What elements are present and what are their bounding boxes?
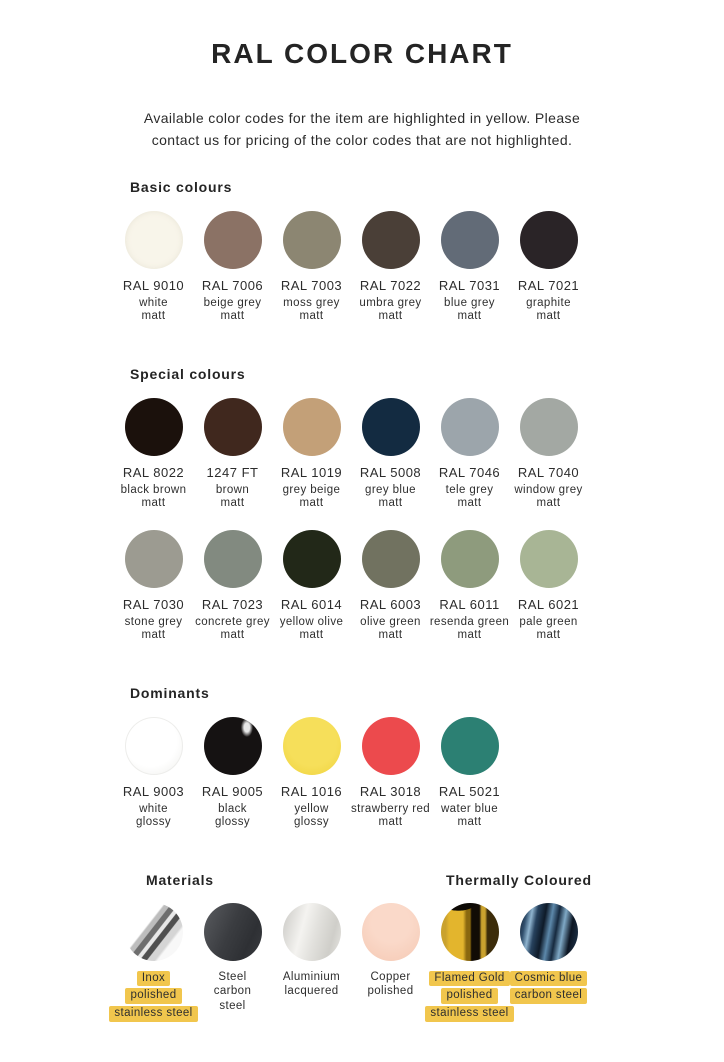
- swatch-finish: matt: [378, 310, 403, 322]
- color-swatch: [114, 211, 193, 323]
- swatch-name: umbra grey: [359, 297, 422, 309]
- swatch-code: RAL 3018: [359, 784, 422, 799]
- color-swatch-circle: [362, 530, 420, 588]
- color-swatch-circle: [362, 211, 420, 269]
- color-swatch-circle: [125, 211, 183, 269]
- special-colours-row-2: [114, 530, 724, 642]
- swatch-finish: matt: [299, 310, 324, 322]
- swatch-code: RAL 7040: [517, 465, 580, 480]
- section-heading-dominants: Dominants: [130, 685, 210, 701]
- material-detail-line-1: carbon: [213, 985, 252, 997]
- swatch-code: RAL 6014: [280, 597, 343, 612]
- swatch-finish: matt: [457, 497, 482, 509]
- swatch-finish: matt: [141, 497, 166, 509]
- color-swatch: [351, 717, 430, 829]
- swatch-code: RAL 7030: [122, 597, 185, 612]
- subtitle-line-1: Available color codes for the item are highlighted in yellow. Please: [143, 110, 581, 126]
- color-swatch-circle: [204, 211, 262, 269]
- color-swatch: [509, 398, 588, 510]
- material-swatch: [272, 903, 351, 1022]
- material-detail-line-2: stainless steel: [425, 1006, 513, 1022]
- color-swatch: [509, 211, 588, 323]
- color-swatch-circle: [125, 398, 183, 456]
- swatch-finish: matt: [536, 629, 561, 641]
- section-heading-special-colours: Special colours: [130, 366, 246, 382]
- swatch-code: RAL 9005: [201, 784, 264, 799]
- color-swatch-circle: [125, 717, 183, 775]
- swatch-name: grey blue: [365, 484, 416, 496]
- material-detail-line-1: polished: [441, 988, 497, 1004]
- swatch-finish: matt: [141, 629, 166, 641]
- subtitle-line-2: contact us for pricing of the color codes that are not highlighted.: [151, 132, 573, 148]
- swatch-code: RAL 7022: [359, 278, 422, 293]
- swatch-name: stone grey: [124, 616, 183, 628]
- color-swatch-circle: [283, 211, 341, 269]
- swatch-finish: matt: [457, 816, 482, 828]
- color-swatch-circle: [520, 398, 578, 456]
- material-swatch: [193, 903, 272, 1022]
- section-heading-thermally-coloured: Thermally Coloured: [446, 872, 592, 888]
- ral-color-chart-page: [0, 38, 724, 1062]
- swatch-name: white: [139, 297, 168, 309]
- color-swatch-circle: [362, 717, 420, 775]
- material-name: Steel: [218, 971, 247, 983]
- material-detail-line-1: carbon steel: [510, 988, 587, 1004]
- swatch-name: resenda green: [429, 616, 510, 628]
- color-swatch: [193, 211, 272, 323]
- color-swatch-circle: [441, 211, 499, 269]
- color-swatch-circle: [362, 398, 420, 456]
- material-swatch-circle: [441, 903, 499, 961]
- color-swatch-circle: [204, 398, 262, 456]
- material-name: Aluminium: [282, 971, 341, 983]
- color-swatch-circle: [520, 530, 578, 588]
- swatch-name: black: [218, 803, 247, 815]
- swatch-finish: matt: [536, 497, 561, 509]
- swatch-name: blue grey: [444, 297, 495, 309]
- page-title: RAL COLOR CHART: [211, 38, 513, 69]
- swatch-finish: glossy: [136, 816, 171, 828]
- special-colours-row-1: [114, 398, 724, 510]
- swatch-name: pale green: [519, 616, 578, 628]
- swatch-finish: glossy: [294, 816, 329, 828]
- material-swatch: [430, 903, 509, 1022]
- color-swatch-circle: [520, 211, 578, 269]
- swatch-code: RAL 7021: [517, 278, 580, 293]
- color-swatch: [114, 717, 193, 829]
- swatch-code: RAL 1016: [280, 784, 343, 799]
- swatch-finish: matt: [220, 497, 245, 509]
- color-swatch: [114, 398, 193, 510]
- swatch-code: RAL 7046: [438, 465, 501, 480]
- material-detail-line-2: steel: [219, 1000, 246, 1012]
- swatch-code: RAL 9003: [122, 784, 185, 799]
- swatch-finish: matt: [299, 629, 324, 641]
- material-name: Copper: [370, 971, 411, 983]
- swatch-name: window grey: [514, 484, 583, 496]
- color-swatch-circle: [441, 717, 499, 775]
- swatch-name: black brown: [120, 484, 187, 496]
- color-swatch: [509, 530, 588, 642]
- subtitle: [82, 107, 642, 151]
- color-swatch: [272, 717, 351, 829]
- swatch-name: white: [139, 803, 168, 815]
- material-swatch-circle: [125, 903, 183, 961]
- materials-heading-row: [114, 872, 724, 887]
- material-detail-line-2: stainless steel: [109, 1006, 197, 1022]
- color-swatch: [193, 717, 272, 829]
- swatch-finish: matt: [457, 310, 482, 322]
- dominants-row: [114, 717, 724, 829]
- swatch-code: RAL 7006: [201, 278, 264, 293]
- color-swatch: [430, 211, 509, 323]
- color-swatch: [272, 530, 351, 642]
- swatch-code: RAL 6021: [517, 597, 580, 612]
- swatch-code: RAL 1019: [280, 465, 343, 480]
- swatch-finish: matt: [220, 629, 245, 641]
- swatch-code: RAL 7003: [280, 278, 343, 293]
- basic-colours-row: [114, 211, 724, 323]
- swatch-finish: glossy: [215, 816, 250, 828]
- material-swatch-circle: [520, 903, 578, 961]
- section-heading-basic-colours: Basic colours: [130, 179, 233, 195]
- material-name: Cosmic blue: [510, 971, 588, 986]
- color-swatch: [114, 530, 193, 642]
- swatch-name: olive green: [360, 616, 421, 628]
- color-swatch-circle: [283, 398, 341, 456]
- swatch-code: RAL 5008: [359, 465, 422, 480]
- chart-content: [0, 179, 724, 1022]
- swatch-code: RAL 8022: [122, 465, 185, 480]
- color-swatch-circle: [283, 717, 341, 775]
- material-detail-line-1: lacquered: [284, 985, 339, 997]
- swatch-name: concrete grey: [195, 616, 270, 628]
- swatch-name: yellow: [294, 803, 329, 815]
- material-detail-line-1: polished: [367, 985, 414, 997]
- swatch-name: brown: [215, 484, 250, 496]
- material-detail-line-1: polished: [125, 988, 181, 1004]
- color-swatch: [351, 530, 430, 642]
- material-swatch-circle: [283, 903, 341, 961]
- swatch-name: graphite: [526, 297, 571, 309]
- swatch-finish: matt: [457, 629, 482, 641]
- swatch-name: water blue: [440, 803, 499, 815]
- material-name: Inox: [137, 971, 170, 986]
- swatch-code: 1247 FT: [206, 465, 259, 480]
- swatch-name: strawberry red: [350, 803, 431, 815]
- color-swatch-circle: [441, 530, 499, 588]
- material-swatch-circle: [204, 903, 262, 961]
- swatch-code: RAL 5021: [438, 784, 501, 799]
- swatch-finish: matt: [141, 310, 166, 322]
- swatch-code: RAL 9010: [122, 278, 185, 293]
- swatch-code: RAL 6011: [439, 597, 500, 612]
- color-swatch: [351, 398, 430, 510]
- swatch-code: RAL 7031: [438, 278, 501, 293]
- swatch-finish: matt: [299, 497, 324, 509]
- swatch-finish: matt: [378, 497, 403, 509]
- color-swatch-circle: [283, 530, 341, 588]
- color-swatch: [430, 717, 509, 829]
- color-swatch: [272, 398, 351, 510]
- swatch-code: RAL 7023: [201, 597, 264, 612]
- color-swatch-circle: [204, 530, 262, 588]
- color-swatch: [351, 211, 430, 323]
- swatch-finish: matt: [378, 629, 403, 641]
- material-swatch: [509, 903, 588, 1022]
- color-swatch: [193, 398, 272, 510]
- materials-row: [114, 903, 724, 1022]
- color-swatch-circle: [441, 398, 499, 456]
- swatch-name: moss grey: [283, 297, 340, 309]
- color-swatch-circle: [125, 530, 183, 588]
- swatch-name: beige grey: [203, 297, 262, 309]
- swatch-finish: matt: [536, 310, 561, 322]
- swatch-finish: matt: [378, 816, 403, 828]
- color-swatch: [272, 211, 351, 323]
- swatch-name: tele grey: [445, 484, 494, 496]
- swatch-name: yellow olive: [279, 616, 344, 628]
- material-swatch: [351, 903, 430, 1022]
- swatch-code: RAL 6003: [359, 597, 422, 612]
- material-swatch-circle: [362, 903, 420, 961]
- swatch-finish: matt: [220, 310, 245, 322]
- material-name: Flamed Gold: [429, 971, 509, 986]
- section-heading-materials: Materials: [146, 872, 214, 888]
- swatch-name: grey beige: [282, 484, 341, 496]
- color-swatch: [430, 530, 509, 642]
- material-swatch: [114, 903, 193, 1022]
- color-swatch: [193, 530, 272, 642]
- color-swatch: [430, 398, 509, 510]
- color-swatch-circle: [204, 717, 262, 775]
